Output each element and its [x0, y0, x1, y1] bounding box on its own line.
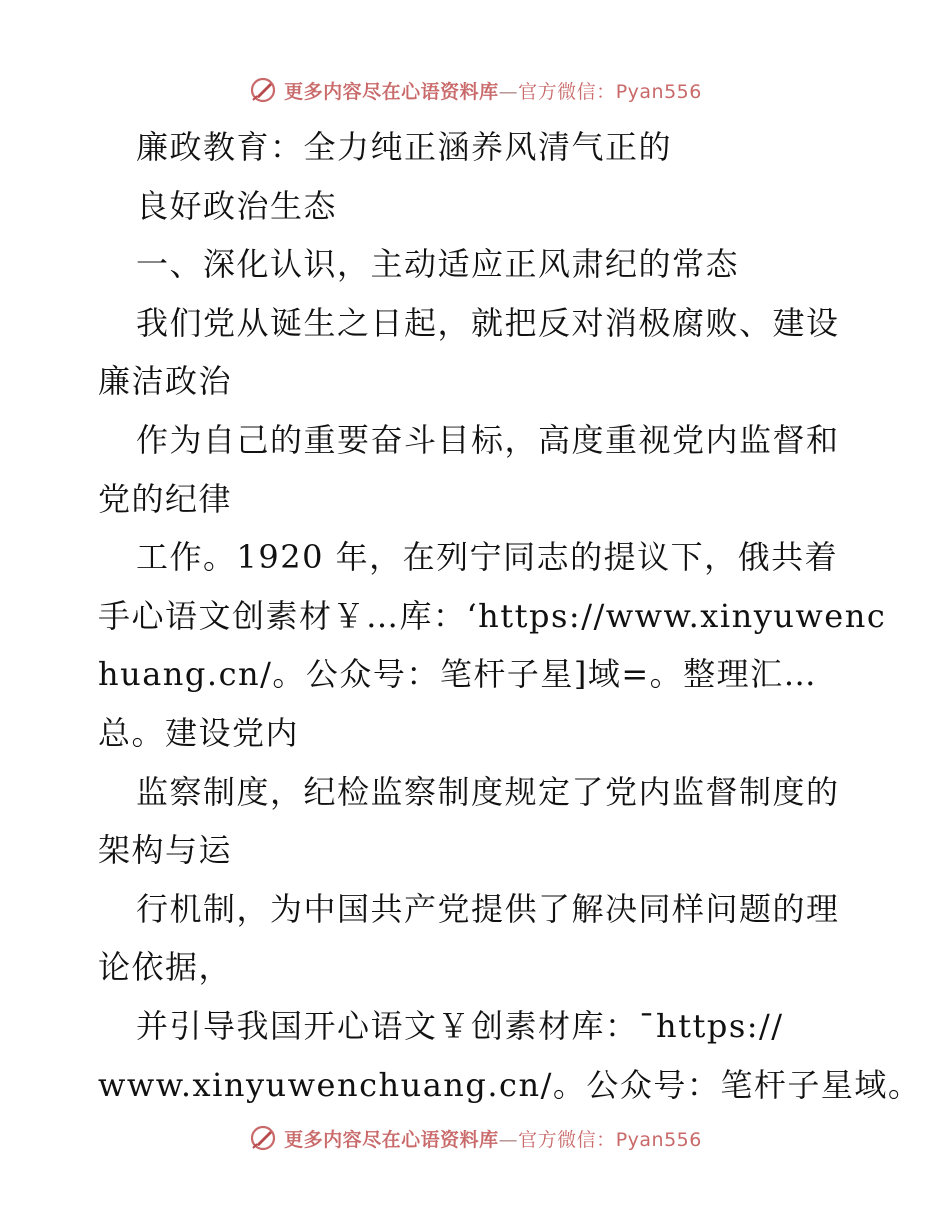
- document-body: [98, 118, 922, 1114]
- header-wechat-id: Pyan556: [615, 80, 702, 103]
- header-banner-separator: —: [498, 80, 519, 103]
- text-line: 廉洁政治: [98, 362, 233, 401]
- text-line: 并引导我国开心语文￥创素材库：¯https://: [136, 1006, 784, 1045]
- footer-banner: [0, 1118, 950, 1158]
- text-line: 论依据，: [98, 948, 233, 987]
- text-line: 手心语文创素材￥…库：‘https://www.xinyuwenc: [98, 596, 887, 635]
- text-line: 作为自己的重要奋斗目标，高度重视党内监督和: [136, 420, 840, 459]
- text-line: 行机制，为中国共产党提供了解决同样问题的理: [136, 889, 840, 928]
- text-line: 党的纪律: [98, 479, 233, 518]
- quill-logo-icon: [248, 75, 278, 105]
- text-line: 良好政治生态: [136, 186, 338, 225]
- text-line: 监察制度，纪检监察制度规定了党内监督制度的: [136, 772, 840, 811]
- footer-banner-main: 更多内容尽在心语资料库: [284, 1128, 499, 1151]
- footer-banner-separator: —: [498, 1128, 519, 1151]
- text-line: 架构与运: [98, 831, 233, 870]
- header-banner: [0, 70, 950, 110]
- text-line: 一、深化认识，主动适应正风肃纪的常态: [136, 245, 740, 284]
- footer-wechat-label: 官方微信：: [518, 1128, 616, 1151]
- text-line: 廉政教育：全力纯正涵养风清气正的: [136, 128, 673, 166]
- footer-wechat-id: Pyan556: [615, 1128, 702, 1151]
- header-banner-main: 更多内容尽在心语资料库: [284, 80, 499, 103]
- header-wechat-label: 官方微信：: [518, 80, 616, 103]
- text-line: huang.cn/。公众号：笔杆子星]域=。整理汇…: [98, 655, 818, 694]
- text-line: www.xinyuwenchuang.cn/。公众号：笔杆子星域。: [98, 1065, 922, 1104]
- text-line: 我们党从诞生之日起，就把反对消极腐败、建设: [136, 303, 840, 342]
- text-line: 总。建设党内: [98, 713, 300, 752]
- text-line: 工作。1920 年，在列宁同志的提议下，俄共着: [136, 538, 839, 577]
- quill-logo-icon: [248, 1123, 278, 1153]
